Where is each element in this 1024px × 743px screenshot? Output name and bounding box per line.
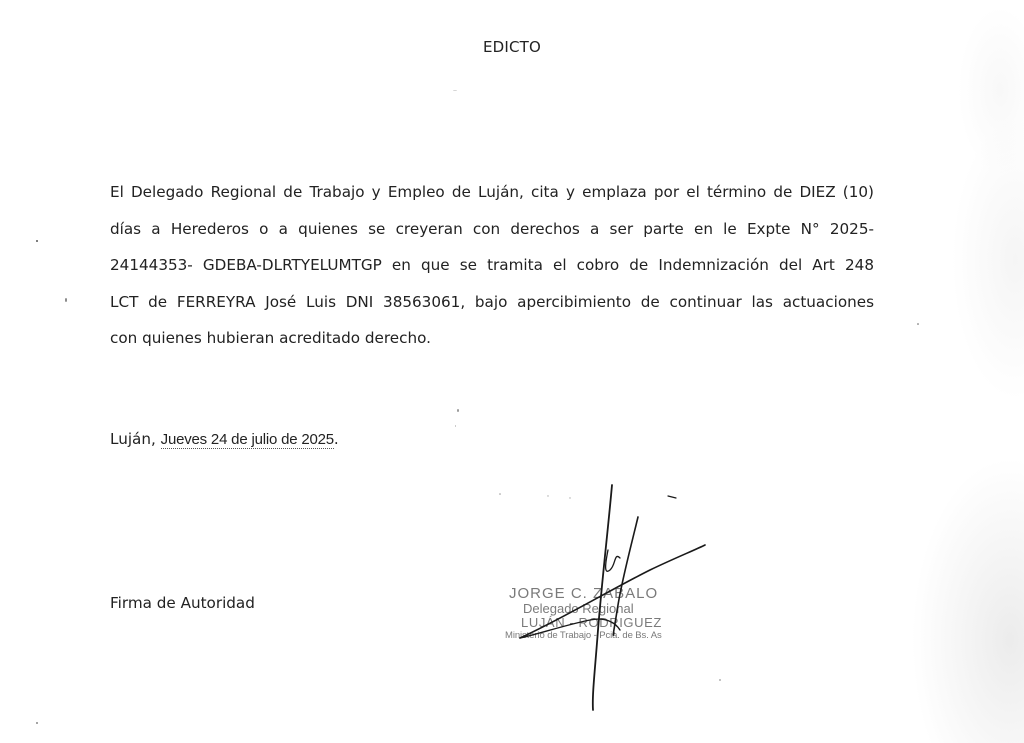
stamp-role: Delegado Regional bbox=[523, 601, 634, 616]
scan-speck bbox=[36, 722, 38, 724]
body-line: con quienes hubieran acreditado derecho. bbox=[110, 329, 431, 348]
place-label: Luján, bbox=[110, 430, 161, 448]
body-line: 24144353- GDEBA-DLRTYELUMTGP en que se tramita el cobro de Indemnización del Art 248 bbox=[110, 256, 874, 275]
stamp-name: JORGE C. ZABALO bbox=[509, 585, 659, 602]
date-suffix: . bbox=[333, 430, 339, 448]
stamp-ministry: Ministerio de Trabajo - Pcia. de Bs. As bbox=[505, 630, 662, 641]
scan-speck bbox=[453, 90, 457, 91]
body-line: LCT de FERREYRA José Luis DNI 38563061, bajo apercibimiento de continuar las actuaciones bbox=[110, 292, 874, 311]
scan-speck bbox=[455, 425, 456, 427]
scan-speck bbox=[36, 240, 38, 242]
edict-body bbox=[110, 174, 874, 357]
stamp-office: LUJÁN - RODRIGUEZ bbox=[521, 615, 662, 630]
scan-speck bbox=[457, 409, 459, 412]
body-line: días a Herederos o a quienes se creyeran con derechos a ser parte en le Expte N° 2025- bbox=[110, 219, 874, 238]
body-line: El Delegado Regional de Trabajo y Empleo de Luján, cita y emplaza por el término de DIEZ (10) bbox=[110, 183, 874, 201]
document-title: EDICTO bbox=[482, 38, 542, 56]
authority-signature-label: Firma de Autoridad bbox=[110, 594, 255, 612]
scan-speck bbox=[917, 323, 919, 325]
place-and-date bbox=[110, 430, 339, 448]
official-stamp bbox=[505, 586, 705, 641]
scan-speck bbox=[65, 298, 67, 302]
date-field: Jueves 24 de julio de 2025 bbox=[160, 431, 334, 448]
